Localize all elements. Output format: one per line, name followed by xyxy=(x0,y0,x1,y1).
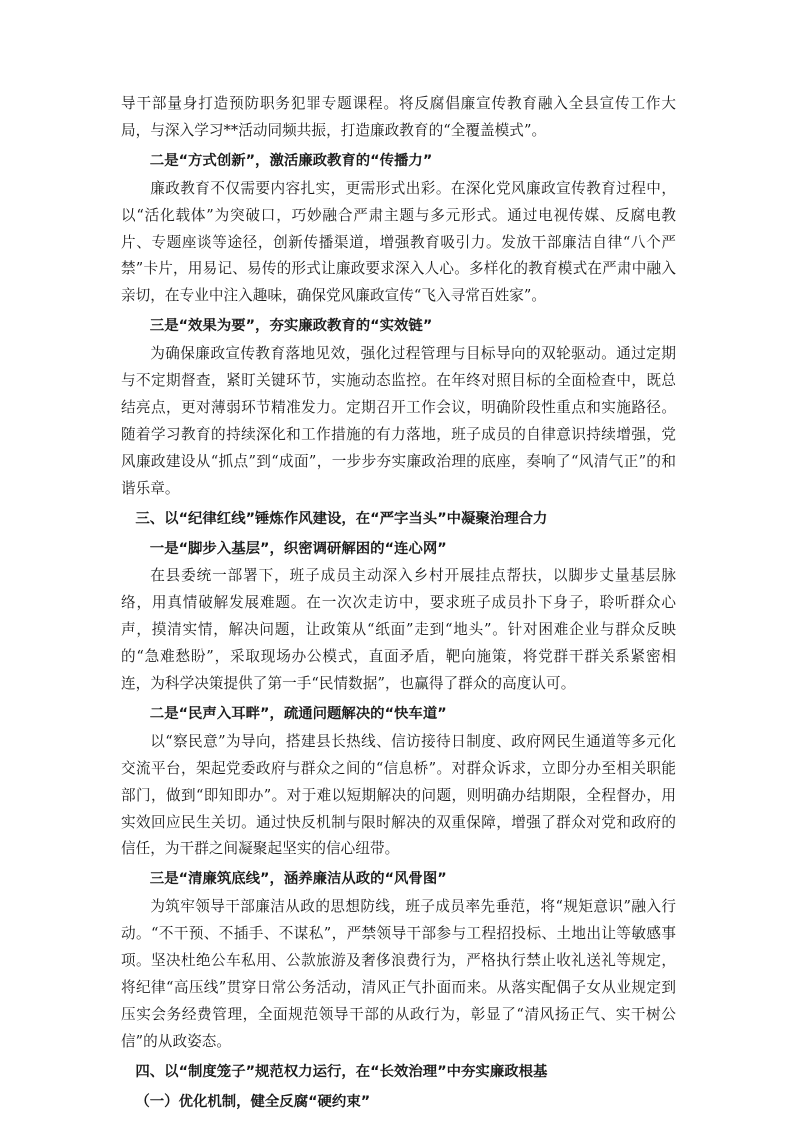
subheading-optimize-mechanism: （一）优化机制，健全反腐“硬约束” xyxy=(135,1093,371,1110)
paragraph-method-innovation: 廉政教育不仅需要内容扎实，更需形式出彩。在深化党风廉政宣传教育过程中，以“活化载体”为突破口，巧妙融合严肃主题与多元形式。通过电视传媒、反腐电教片、专题座谈等途径，创新传播渠道，增强教育吸引力。发放干部廉洁自律“八个严禁”卡片，用易记、易传的形式让廉政要求深入人心。多样化的教育模式在严肃中融入亲切，在专业中注入趣味，确保党风廉政宣传“飞入寻常百姓家”。 xyxy=(121,179,676,305)
subheading-grassroots: 一是“脚步入基层”，织密调研解困的“连心网” xyxy=(149,540,447,557)
paragraph-grassroots: 在县委统一部署下，班子成员主动深入乡村开展挂点帮扶，以脚步丈量基层脉络，用真情破解发展难题。在一次次走访中，要求班子成员扑下身子，聆听群众心声，摸清实情，解决问题，让政策从“纸面”走到“地头”。针对困难企业与群众反映的“急难愁盼”，采取现场办公模式，直面矛盾，靶向施策，将党群干群关系紧密相连，为科学决策提供了第一手“民情数据”，也赢得了群众的高度认可。 xyxy=(121,567,676,693)
paragraph-public-voice: 以“察民意”为导向，搭建县长热线、信访接待日制度、政府网民生通道等多元化交流平台，架起党委政府与群众之间的“信息桥”。对群众诉求，立即分办至相关职能部门，做到“即知即办”。对于难以短期解决的问题，则明确办结期限，全程督办，用实效回应民生关切。通过快反机制与限时解决的双重保障，增强了群众对党和政府的信任，为干群之间凝聚起坚实的信心纽带。 xyxy=(121,732,676,858)
paragraph-effect: 为确保廉政宣传教育落地见效，强化过程管理与目标导向的双轮驱动。通过定期与不定期督查，紧盯关键环节，实施动态监控。在年终对照目标的全面检查中，既总结亮点，更对薄弱环节精准发力。定期召开工作会议，明确阶段性重点和实施路径。随着学习教育的持续深化和工作措施的有力落地，班子成员的自律意识持续增强，党风廉政建设从“抓点”到“成面”，一步步夯实廉政治理的底座，奏响了“风清气正”的和谐乐章。 xyxy=(121,345,676,497)
subheading-method-innovation: 二是“方式创新”，激活廉政教育的“传播力” xyxy=(149,152,433,169)
section-heading-three: 三、以“纪律红线”锤炼作风建设，在“严字当头”中凝聚治理合力 xyxy=(135,510,548,527)
paragraph-integrity: 为筑牢领导干部廉洁从政的思想防线，班子成员率先垂范，将“规矩意识”融入行动。“不干预、不插手、不谋私”，严禁领导干部参与工程招投标、土地出让等敏感事项。坚决杜绝公车私用、公款旅游及奢侈浪费行为，严格执行禁止收礼送礼等规定，将纪律“高压线”贯穿日常公务活动，清风正气扑面而来。从落实配偶子女从业规定到压实会务经费管理，全面规范领导干部的从政行为，彰显了“清风扬正气、实干树公信”的从政姿态。 xyxy=(121,898,676,1050)
subheading-integrity: 三是“清廉筑底线”，涵养廉洁从政的“风骨图” xyxy=(149,871,447,888)
paragraph-continued: 导干部量身打造预防职务犯罪专题课程。将反腐倡廉宣传教育融入全县宣传工作大局，与深入学习**活动同频共振，打造廉政教育的“全覆盖模式”。 xyxy=(121,95,676,139)
subheading-public-voice: 二是“民声入耳畔”，疏通问题解决的“快车道” xyxy=(149,705,447,722)
subheading-effect: 三是“效果为要”，夯实廉政教育的“实效链” xyxy=(149,318,433,335)
document-body xyxy=(121,91,676,1116)
section-heading-four: 四、以“制度笼子”规范权力运行，在“长效治理”中夯实廉政根基 xyxy=(135,1063,548,1080)
